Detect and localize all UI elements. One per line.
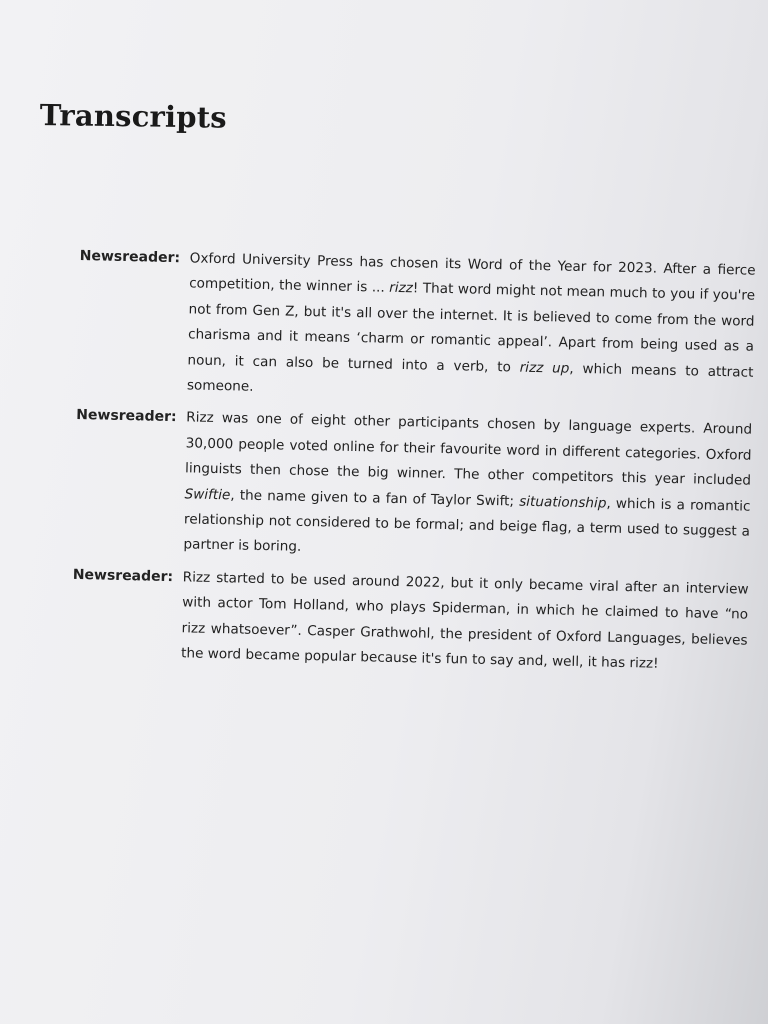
speaker-label: Newsreader: xyxy=(72,566,174,585)
speech-segment: ! That word might not mean much to you if you're not from Gen Z, but it's all over the internet. It is believed to come from the word charisma and it means ‘charm or romantic appeal’. Apart from being used as a noun, it can also be turned into a verb, to xyxy=(187,280,756,376)
speech-text xyxy=(187,246,756,411)
speaker-label: Newsreader: xyxy=(76,407,177,426)
speaker-label: Newsreader: xyxy=(79,247,181,267)
italic-term: rizz xyxy=(389,280,414,297)
speech-text xyxy=(183,406,752,571)
speech-segment: , the name given to a fan of Taylor Swift; xyxy=(230,486,520,510)
page-title: Transcripts xyxy=(39,98,228,135)
speech-segment: , which is a romantic relationship not considered to be formal; and beige flag, a term used to suggest a partner is boring. xyxy=(183,495,751,556)
transcript-body xyxy=(71,244,756,686)
italic-term: Swiftie xyxy=(184,485,231,503)
speech-segment: Rizz was one of eight other participants chosen by language experts. Around 30,000 people voted online for their favourite word in different categories. Oxford linguists then chose the big winner. The other competitors this year included xyxy=(184,409,753,489)
transcript-entry xyxy=(71,563,749,679)
transcript-entry xyxy=(77,244,756,411)
italic-term: rizz up xyxy=(519,359,570,377)
speech-segment: , which means to attract someone. xyxy=(186,360,754,395)
transcript-entry xyxy=(73,403,752,570)
speech-segment: Oxford University Press has chosen its Word of the Year for 2023. After a fierce competition, the winner is ... xyxy=(188,250,756,297)
speech-segment: Rizz started to be used around 2022, but it only became viral after an interview with actor Tom Holland, who plays Spiderman, in which he claimed to have “no rizz whatsoever”. Casper Grathwohl, the president of Oxford Languages, believes the word became popular because it's fun to say and, well, it has rizz! xyxy=(180,569,749,672)
speech-text xyxy=(181,565,749,679)
italic-term: situationship xyxy=(518,493,607,512)
